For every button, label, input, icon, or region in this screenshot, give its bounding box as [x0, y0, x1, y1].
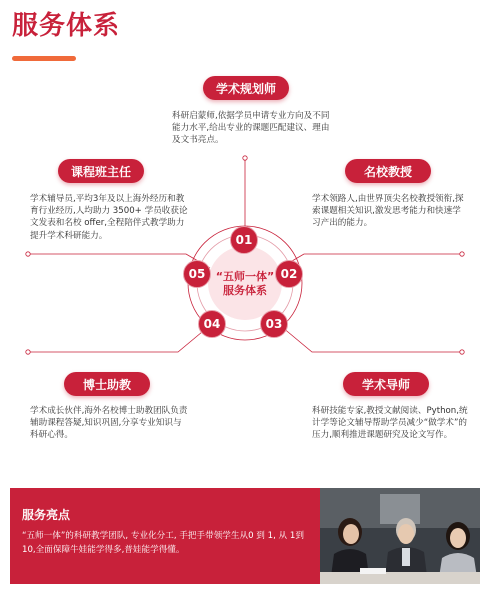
role-academic-planner-desc: 科研启蒙师,依据学员申请专业方向及不同能力水平,给出专业的课题匹配建议、理由及文书亮点。: [172, 111, 330, 146]
team-photo: [320, 488, 480, 584]
role-professor: 名校教授: [345, 159, 431, 183]
role-class-teacher: 课程班主任: [58, 159, 144, 183]
badge-03: 03: [260, 310, 288, 338]
role-academic-mentor: 学术导师: [343, 372, 429, 396]
connector-lower-left-dot: [26, 350, 30, 354]
highlight-text: “五师一体”的科研教学团队, 专业化分工, 手把手带领学生从0 到 1, 从 1到10,全面保障牛娃能学得多,普娃能学得懂。: [22, 531, 304, 555]
connector-top-dot: [243, 156, 247, 160]
page-title: 服务体系: [12, 11, 121, 41]
center-label: [208, 270, 282, 298]
highlight-banner: [10, 488, 320, 584]
role-academic-planner: 学术规划师: [203, 76, 289, 100]
badge-01: 01: [230, 226, 258, 254]
connector-lower-right-dot: [460, 350, 464, 354]
center-line-1: “五师一体”: [215, 270, 275, 283]
connector-lower-right: [276, 322, 462, 352]
role-professor-desc: 学术领路人,由世界顶尖名校教授领衔,探索课题相关知识,激发思考能力和快速学习产出的能力。: [312, 194, 464, 229]
connector-upper-right: [280, 254, 462, 268]
role-phd-assistant-desc: 学术成长伙伴,海外名校博士助教团队负责辅助课程答疑,知识巩固,分享专业知识与科研心得。: [30, 406, 188, 441]
connector-upper-left-dot: [26, 252, 30, 256]
badge-04: 04: [198, 310, 226, 338]
connector-lower-left: [28, 322, 214, 352]
highlight-heading: 服务亮点: [22, 508, 71, 522]
team-photo-illustration: [320, 488, 480, 584]
connector-upper-left: [28, 254, 210, 268]
badge-02: 02: [275, 260, 303, 288]
role-class-teacher-desc: 学术辅导员,平均3年及以上海外经历和教育行业经历,人均助力 3500+ 学员收获论文发表和名校 offer,全程陪伴式教学助力提升学术科研能力。: [30, 194, 188, 241]
role-phd-assistant: 博士助教: [64, 372, 150, 396]
role-academic-mentor-desc: 科研技能专家,教授文献阅读、Python,统计学等论文辅导帮助学员减少“做学术”的压力,顺利推进课题研究及论文写作。: [312, 406, 468, 441]
badge-05: 05: [183, 260, 211, 288]
connector-upper-right-dot: [460, 252, 464, 256]
center-line-2: 服务体系: [223, 284, 267, 297]
